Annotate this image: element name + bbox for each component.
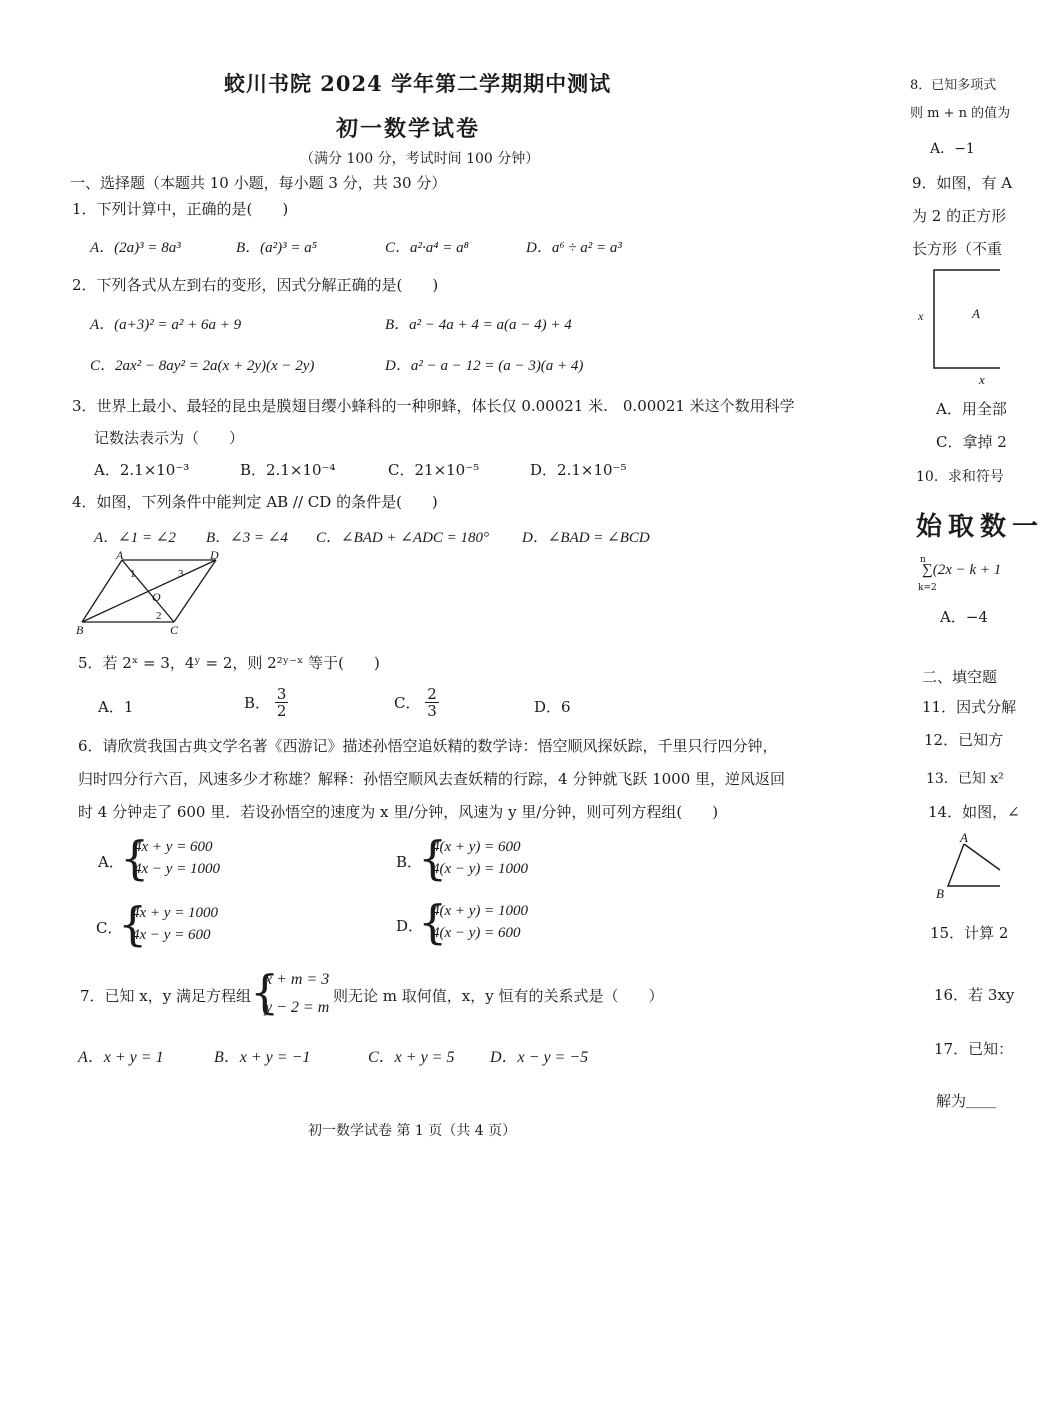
q7-option-d: D．x − y = −5 bbox=[490, 1049, 589, 1066]
q5-option-d: D．6 bbox=[534, 698, 571, 716]
q5-option-c bbox=[394, 686, 439, 719]
q4-fig-label-b: B bbox=[76, 623, 84, 637]
q7-equation-2: y − 2 = m bbox=[265, 999, 330, 1016]
section2-heading: 二、填空题 bbox=[922, 668, 998, 686]
q2-option-d: D．a² − a − 12 = (a − 3)(a + 4) bbox=[385, 358, 584, 374]
q8-line2: 则 m + n 的值为 bbox=[910, 106, 1011, 121]
q9-option-a: A．用全部 bbox=[936, 400, 1007, 418]
q6-line1: 6．请欣赏我国古典文学名著《西游记》描述孙悟空追妖精的数学诗：悟空顺风探妖踪，千里只行四分钟， bbox=[78, 737, 778, 755]
q14-fig-label-b: B bbox=[936, 886, 944, 901]
q3-option-d: D．2.1×10⁻⁵ bbox=[530, 461, 627, 479]
q2-option-b: B．a² − 4a + 4 = a(a − 4) + 4 bbox=[385, 317, 572, 333]
q9-fig-rectangle bbox=[934, 270, 1000, 368]
q7-equation-1: x + m = 3 bbox=[265, 971, 330, 988]
q10-sum-lower: k=2 bbox=[918, 583, 937, 593]
q4-fig-angle-3: 3 bbox=[178, 568, 184, 580]
q3-option-c: C．21×10⁻⁵ bbox=[388, 461, 480, 479]
q15-stem: 15．计算 2 bbox=[930, 924, 1009, 942]
q7-stem-pre: 7．已知 x，y 满足方程组 bbox=[80, 987, 252, 1005]
q5-option-a: A．1 bbox=[98, 698, 134, 716]
q4-option-d: D．∠BAD = ∠BCD bbox=[522, 530, 650, 546]
q6-option-a-eq1: 4x + y = 600 bbox=[134, 839, 213, 855]
page-footer: 初一数学试卷 第 1 页（共 4 页） bbox=[308, 1123, 517, 1139]
q6-option-d-eq2: 4(x − y) = 600 bbox=[432, 925, 521, 941]
q6-option-a-brace: { bbox=[120, 831, 150, 885]
q14-fig-label-a: A bbox=[960, 830, 968, 845]
q6-option-c-eq2: 4x − y = 600 bbox=[132, 927, 211, 943]
q3-option-a: A．2.1×10⁻³ bbox=[94, 461, 190, 479]
q8-option-a: A．−1 bbox=[930, 141, 975, 157]
q9-fig-label-a: A bbox=[972, 306, 980, 321]
q7-option-a: A．x + y = 1 bbox=[78, 1049, 164, 1066]
q6-option-c-brace: { bbox=[118, 897, 148, 951]
q1-option-b: B．(a²)³ = a⁵ bbox=[236, 240, 317, 256]
q6-option-a-eq2: 4x − y = 1000 bbox=[134, 861, 221, 877]
q17-stem: 17．已知： bbox=[934, 1040, 1014, 1058]
q6-option-c-eq1: 4x + y = 1000 bbox=[132, 905, 219, 921]
q5-stem: 5．若 2ˣ = 3，4ʸ = 2，则 2²ʸ⁻ˣ 等于( ) bbox=[78, 654, 380, 672]
q9-fig-label-x-bottom: x bbox=[979, 372, 985, 387]
q6-option-b-label: B． bbox=[396, 853, 423, 871]
q4-option-c: C．∠BAD + ∠ADC = 180° bbox=[316, 530, 490, 546]
q9-option-c: C．拿掉 2 bbox=[936, 433, 1007, 451]
q11-stem: 11．因式分解 bbox=[922, 698, 1017, 716]
q14-fig-side bbox=[964, 844, 1000, 870]
q12-stem: 12．已知方 bbox=[924, 731, 1004, 749]
q5-option-c-numerator: 2 bbox=[427, 685, 437, 703]
q6-option-a-label: A． bbox=[98, 853, 124, 871]
q6-option-c-label: C． bbox=[96, 919, 123, 937]
q6-option-b-eq2: 4(x − y) = 1000 bbox=[432, 861, 529, 877]
q5-option-b-denominator: 2 bbox=[276, 702, 287, 720]
q6-option-d-eq1: 4(x + y) = 1000 bbox=[432, 903, 529, 919]
q4-fig-label-o: O bbox=[152, 590, 161, 604]
q10-cut-text: 始取数一 bbox=[916, 512, 1044, 542]
q2-option-c: C．2ax² − 8ay² = 2a(x + 2y)(x − 2y) bbox=[90, 358, 315, 374]
paper-title: 初一数学试卷 bbox=[336, 116, 481, 142]
q8-line1: 8．已知多项式 bbox=[910, 78, 997, 93]
q6-line2: 归时四分行六百，风速多少才称雄？解释：孙悟空顺风去查妖精的行踪，4 分钟就飞跃 1000 里，逆风返回 bbox=[78, 770, 786, 788]
q3-option-b: B．2.1×10⁻⁴ bbox=[240, 461, 336, 479]
q4-figure bbox=[70, 550, 230, 640]
q10-line1: 10．求和符号 bbox=[916, 469, 1004, 485]
q4-fig-angle-1: 1 bbox=[130, 568, 136, 580]
q4-fig-label-c: C bbox=[170, 623, 179, 637]
q6-option-b-eq1: 4(x + y) = 600 bbox=[432, 839, 521, 855]
q5-option-c-fraction bbox=[425, 686, 439, 719]
paper-subtitle: （满分 100 分，考试时间 100 分钟） bbox=[300, 151, 540, 167]
q4-fig-angle-2: 2 bbox=[156, 610, 162, 622]
q6-option-b-brace: { bbox=[418, 831, 448, 885]
school-title: 蛟川书院 2024 学年第二学期期中测试 bbox=[224, 71, 612, 96]
q5-option-b bbox=[244, 686, 288, 719]
q2-stem: 2．下列各式从左到右的变形，因式分解正确的是( ) bbox=[72, 276, 439, 294]
q16-stem: 16．若 3xy bbox=[934, 986, 1015, 1004]
q6-option-d-brace: { bbox=[418, 895, 448, 949]
q4-fig-label-a: A bbox=[116, 548, 124, 562]
q4-option-a: A．∠1 = ∠2 bbox=[94, 530, 176, 546]
q5-option-b-label: B． bbox=[244, 694, 271, 712]
q6-option-d-label: D． bbox=[396, 917, 424, 935]
q14-stem: 14．如图，∠ bbox=[928, 803, 1020, 821]
q9-figure bbox=[912, 266, 1000, 390]
q3-stem-line1: 3．世界上最小、最轻的昆虫是膜翅目缨小蜂科的一种卵蜂，体长仅 0.00021 米. 0.00021 米这个数用科学 bbox=[72, 397, 795, 415]
q1-option-c: C．a²·a⁴ = a⁸ bbox=[385, 240, 469, 256]
q13-stem: 13．已知 x² bbox=[926, 771, 1004, 787]
q9-line1: 9．如图，有 A bbox=[912, 174, 1013, 192]
q9-line3: 长方形（不重 bbox=[912, 240, 1003, 258]
q5-option-c-label: C． bbox=[394, 694, 421, 712]
q5-option-b-numerator: 3 bbox=[276, 685, 287, 703]
section1-heading: 一、选择题（本题共 10 小题，每小题 3 分，共 30 分） bbox=[70, 174, 447, 192]
q1-option-a: A．(2a)³ = 8a³ bbox=[90, 240, 181, 256]
q17-solution-blank: 解为＿＿ bbox=[936, 1092, 997, 1110]
q10-option-a: A．−4 bbox=[940, 608, 988, 626]
q7-option-b: B．x + y = −1 bbox=[214, 1049, 311, 1066]
q7-system-brace: { bbox=[250, 965, 280, 1019]
q4-option-b: B．∠3 = ∠4 bbox=[206, 530, 288, 546]
q5-option-b-fraction bbox=[275, 686, 289, 719]
q7-stem-post: 则无论 m 取何值，x，y 恒有的关系式是（ ） bbox=[333, 987, 664, 1005]
q5-option-c-denominator: 3 bbox=[427, 702, 437, 720]
q1-stem: 1．下列计算中，正确的是( ) bbox=[72, 200, 289, 218]
q4-stem: 4．如图，下列条件中能判定 AB // CD 的条件是( ) bbox=[72, 493, 438, 511]
q10-sum-expression: ∑(2x − k + 1 bbox=[922, 562, 1002, 578]
q14-figure bbox=[930, 830, 1000, 900]
q6-line3: 时 4 分钟走了 600 里．若设孙悟空的速度为 x 里/分钟，风速为 y 里/分钟，则可列方程组( ) bbox=[78, 803, 719, 821]
q7-option-c: C．x + y = 5 bbox=[368, 1049, 455, 1066]
q2-option-a: A．(a+3)² = a² + 6a + 9 bbox=[90, 317, 242, 333]
q3-stem-line2: 记数法表示为（ ） bbox=[94, 429, 245, 447]
q10-sum-upper: n bbox=[920, 555, 926, 565]
q1-option-d: D．a⁶ ÷ a² = a³ bbox=[526, 240, 622, 256]
q4-fig-label-d: D bbox=[210, 548, 219, 562]
q9-fig-label-x-left: x bbox=[918, 309, 924, 323]
q9-line2: 为 2 的正方形 bbox=[912, 207, 1007, 225]
